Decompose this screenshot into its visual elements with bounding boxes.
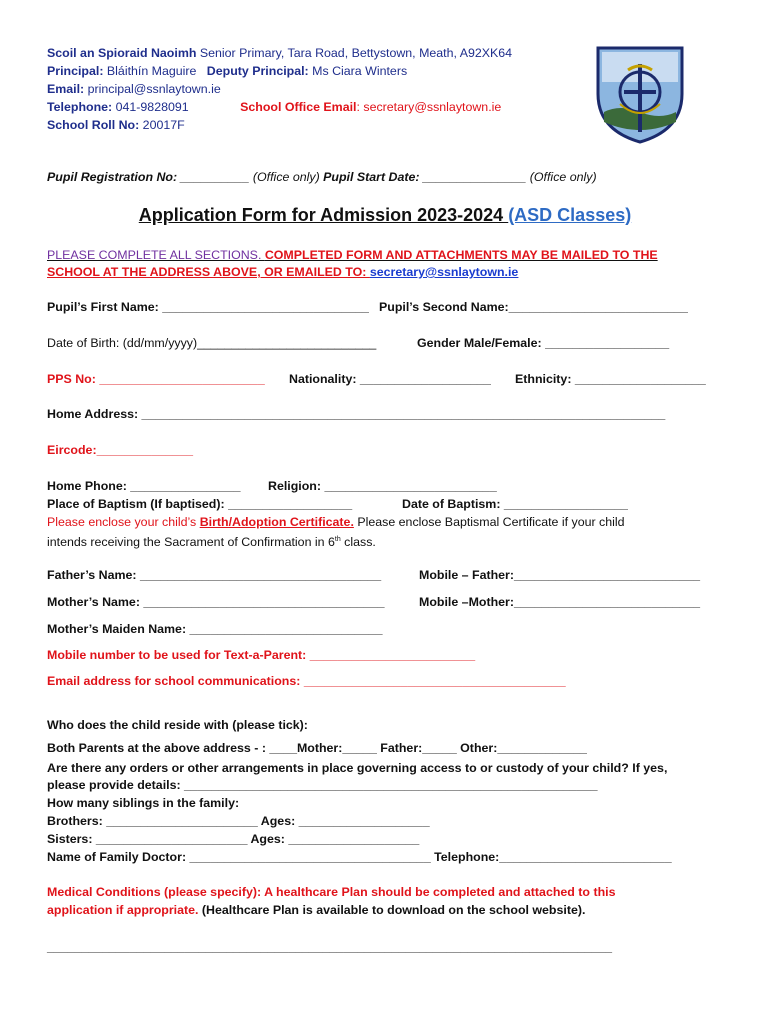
confirmation-sup: th: [334, 536, 341, 543]
office-only-line: [47, 169, 597, 185]
first-name-field[interactable]: Pupil’s First Name: ______________________________: [47, 300, 369, 314]
principal-label: Principal:: [47, 64, 104, 78]
religion-field[interactable]: Religion: _________________________: [268, 479, 497, 493]
email-label: Email:: [47, 82, 85, 96]
telephone-label: Telephone:: [47, 100, 113, 114]
medical-details-blank[interactable]: __________________________________________________________________________________: [47, 940, 613, 954]
baptism-date-field[interactable]: Date of Baptism: __________________: [402, 497, 628, 511]
start-date-label: Pupil Start Date:: [319, 170, 420, 184]
roll-value: 20017F: [139, 118, 185, 132]
sisters-field[interactable]: Sisters: ______________________ Ages: ___________________: [47, 832, 420, 846]
instructions-line-1: [47, 247, 658, 263]
medical-black-part: (Healthcare Plan is available to download on the school website).: [201, 903, 586, 917]
email-line: [47, 81, 221, 97]
start-date-blank[interactable]: _______________: [419, 170, 527, 184]
school-name: Scoil an Spioraid Naoimh: [47, 46, 197, 60]
medical-conditions-line-1: Medical Conditions (please specify): A healthcare Plan should be completed and attached to this: [47, 885, 616, 899]
confirmation-text: intends receiving the Sacrament of Confirmation in 6: [47, 535, 335, 550]
school-address: Senior Primary, Tara Road, Bettystown, Meath, A92XK64: [196, 46, 513, 60]
principal-name: Bláithín Maguire: [103, 64, 197, 78]
eircode-field[interactable]: Eircode:______________: [47, 443, 194, 457]
reside-options[interactable]: Both Parents at the above address - : ____Mother:_____ Father:_____ Other:_____________: [47, 741, 587, 755]
home-phone-field[interactable]: Home Phone: ________________: [47, 479, 241, 493]
enclose-certificate: Birth/Adoption Certificate.: [199, 515, 354, 529]
maiden-name-field[interactable]: Mother’s Maiden Name: ____________________________: [47, 622, 383, 636]
second-name-field[interactable]: Pupil’s Second Name:__________________________: [379, 300, 688, 314]
mobile-father-field[interactable]: Mobile – Father:___________________________: [419, 568, 701, 582]
instructions-part1: PLEASE COMPLETE ALL SECTIONS.: [47, 248, 265, 262]
instructions-email-link[interactable]: secretary@ssnlaytown.ie: [369, 265, 519, 279]
family-doctor-field[interactable]: Name of Family Doctor: ___________________________________ Telephone:_________________________: [47, 850, 672, 864]
home-address-field[interactable]: Home Address: ____________________________________________________________________________: [47, 407, 666, 421]
ethnicity-field[interactable]: Ethnicity: ___________________: [515, 372, 706, 386]
roll-line: [47, 117, 185, 133]
dob-field[interactable]: Date of Birth: (dd/mm/yyyy)__________________________: [47, 336, 377, 350]
text-a-parent-field[interactable]: Mobile number to be used for Text-a-Parent: ________________________: [47, 648, 476, 662]
mother-name-field[interactable]: Mother’s Name: ___________________________________: [47, 595, 385, 609]
details-field[interactable]: please provide details: ____________________________________________________________: [47, 778, 598, 792]
pps-field[interactable]: PPS No: ________________________: [47, 372, 265, 386]
office-email-label: School Office Email: [240, 100, 357, 114]
enclose-rest: Please enclose Baptismal Certificate if your child: [353, 515, 625, 529]
principal-line: [47, 63, 407, 79]
office-email-value[interactable]: : secretary@ssnlaytown.ie: [356, 100, 502, 114]
school-name-line: [47, 45, 512, 61]
baptism-place-field[interactable]: Place of Baptism (If baptised): __________________: [47, 497, 353, 511]
father-name-field[interactable]: Father’s Name: ___________________________________: [47, 568, 382, 582]
email-value[interactable]: principal@ssnlaytown.ie: [84, 82, 221, 96]
brothers-field[interactable]: Brothers: ______________________ Ages: ___________________: [47, 814, 430, 828]
enclose-prefix: Please enclose your child’s: [47, 515, 200, 529]
mobile-mother-field[interactable]: Mobile –Mother:___________________________: [419, 595, 701, 609]
registration-blank[interactable]: __________: [177, 170, 250, 184]
confirmation-line: [47, 532, 376, 550]
medical-conditions-line-2: [47, 902, 585, 918]
page-title: [0, 205, 770, 226]
deputy-label: Deputy Principal:: [206, 64, 309, 78]
instructions-part2: COMPLETED FORM AND ATTACHMENTS MAY BE MAILED TO THE: [264, 248, 658, 262]
medical-red-part: application if appropriate.: [47, 903, 202, 917]
school-crest-icon: [590, 42, 690, 144]
title-suffix: (ASD Classes): [508, 205, 632, 225]
enclose-certificate-line: [47, 514, 625, 530]
telephone-line: [47, 99, 501, 115]
instructions-part3: SCHOOL AT THE ADDRESS ABOVE, OR EMAILED TO:: [47, 265, 370, 279]
telephone-value: 041-9828091: [112, 100, 189, 114]
roll-label: School Roll No:: [47, 118, 140, 132]
nationality-field[interactable]: Nationality: ___________________: [289, 372, 491, 386]
registration-note: (Office only): [249, 170, 320, 184]
orders-question: Are there any orders or other arrangements in place governing access to or custody of your child? If yes,: [47, 761, 668, 775]
registration-label: Pupil Registration No:: [47, 170, 178, 184]
confirmation-end: class.: [340, 535, 376, 550]
gender-field[interactable]: Gender Male/Female: __________________: [417, 336, 670, 350]
title-main: Application Form for Admission 2023-2024: [138, 205, 509, 225]
deputy-name: Ms Ciara Winters: [308, 64, 408, 78]
reside-question: Who does the child reside with (please tick):: [47, 718, 308, 732]
start-date-note: (Office only): [526, 170, 597, 184]
email-comms-field[interactable]: Email address for school communications: ______________________________________: [47, 674, 566, 688]
siblings-question: How many siblings in the family:: [47, 796, 240, 810]
instructions-line-2: [47, 264, 518, 280]
